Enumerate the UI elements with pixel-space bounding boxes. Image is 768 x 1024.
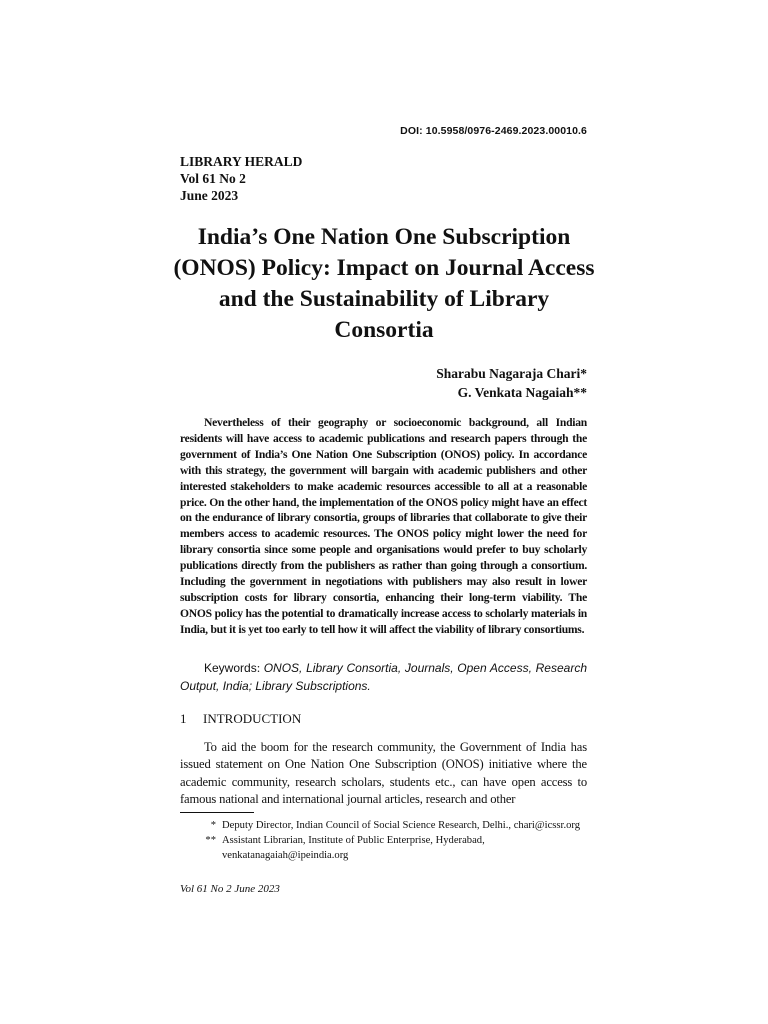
footnote-2-mark: **: [205, 835, 216, 846]
author-1: Sharabu Nagaraja Chari*: [436, 366, 587, 381]
abstract-text: Nevertheless of their geography or socioeconomic background, all Indian residents will have access to academic publications and research papers through the government of India’s One Nation One Subscription (ONOS) policy. In accordance with this strategy, the government will bargain with academic publishers and other interested stakeholders to make academic resources accessible to all at a reasonable price. On the other hand, the implementation of the ONOS policy might have an effect on the endurance of library consortia, groups of libraries that collaborate to give their members access to academic resources. The ONOS policy might lower the need for library consortia since some people and organisations would prefer to buy scholarly publications directly from the publishers as rather than going through a consortium. Including the government in negotiations with publishers may also result in lower subscription costs for library consortia, enhancing their long-term viability. The ONOS policy has the potential to dramatically increase access to scholarly materials in India, but it is yet too early to tell how it will affect the viability of library consortiums.: [180, 416, 587, 636]
doi-line: DOI: 10.5958/0976-2469.2023.00010.6: [400, 125, 587, 137]
footnote-1-text: Deputy Director, Indian Council of Social Science Research, Delhi., chari@icssr.org: [222, 820, 581, 831]
author-2: G. Venkata Nagaiah**: [457, 385, 587, 400]
section-title: INTRODUCTION: [203, 711, 302, 726]
paper-title: India’s One Nation One Subscription (ONOS) Policy: Impact on Journal Access and the Sustainability of Library Consortia: [173, 224, 595, 343]
keywords-list: ONOS, Library Consortia, Journals, Open Access, Research Output, India; Library Subscriptions.: [180, 661, 587, 693]
footnote-1: [180, 818, 590, 833]
section-number: 1: [180, 711, 187, 726]
section-heading-introduction: [180, 711, 301, 727]
introduction-paragraph: To aid the boom for the research community, the Government of India has issued statement on One Nation One Subscription (ONOS) initiative where the academic community, research scholars, students etc., can have open access to famous national and international journal articles, research and other: [180, 740, 587, 807]
footnote-2-text: Assistant Librarian, Institute of Public Enterprise, Hyderabad, venkatanagaiah@ipeindia.org: [222, 835, 485, 861]
footnote-2: [180, 833, 590, 863]
author-list: [436, 364, 587, 402]
keywords-paragraph: Keywords: ONOS, Library Consortia, Journals, Open Access, Research Output, India; Library Subscriptions.: [180, 661, 587, 693]
journal-masthead: [180, 153, 302, 204]
journal-date: June 2023: [180, 188, 239, 203]
footnote-divider: [180, 812, 254, 813]
keywords-label: Keywords: [204, 661, 257, 675]
footnote-1-mark: *: [210, 820, 216, 831]
footnotes: [180, 818, 590, 863]
page-footer: Vol 61 No 2 June 2023: [180, 883, 280, 895]
journal-name: LIBRARY HERALD: [180, 154, 303, 169]
journal-volume: Vol 61 No 2: [180, 171, 246, 186]
